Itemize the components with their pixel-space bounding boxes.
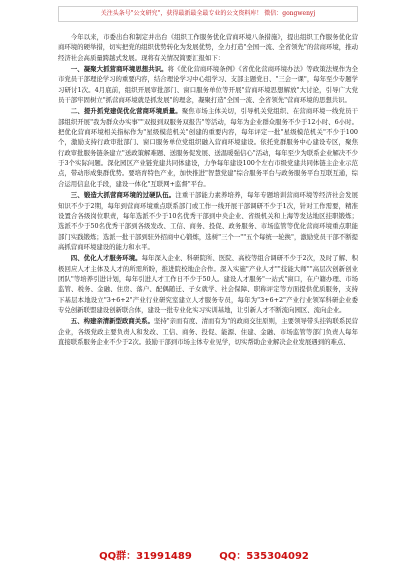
document-page bbox=[0, 6, 408, 586]
section-body-1: 将《优化营商环境条例》《省优化营商环境办法》等政策法规作为全市党员干部理论学习的重要内容，结合理论学习中心组学习、支部主题党日、"三会一课"，每年至少专题学习研讨1次。4月底前，组织开展审批部门、窗口服务单位等开展"营商环境思想解放"大讨论，引导广大党员干部牢固树立"抓营商环境就是抓发展"的理念，凝聚打造"全国一流、全省领先"营商环境的思想共识。 bbox=[58, 65, 358, 105]
section-paragraph-3 bbox=[58, 190, 358, 252]
intro-paragraph: 今年以来，市委出台和制定并出台《组织工作服务优化营商环境八条措施》，提出组织工作服务优化营商环境的硬举措，切实把党的组织优势转化为发展优势，全力打造"全国一流、全省领先"的营商环境，推动经济社会高质量跨越式发展。现将有关情况简要汇报如下： bbox=[58, 33, 358, 62]
section-paragraph-5 bbox=[58, 316, 358, 347]
section-body-2: 聚焦市场主体关切，引导机关党组织、在营商环境一线党员干部组织开展"我为群众办实事""双报到双服务双报告"等活动，每年为企业群众服务不少于12小时、6小时。把优化营商环境相关指标作为"星级模范机关"创建的重要内容，每年评定一批"星级模范机关"不少于100个，激励支持行政审批部门、窗口服务单位党组织融入营商环境建设。依托党群服务中心建设专区，聚焦行政审批服务链条建立"送政策解难题、送服务促发展、送温暖强信心"活动，每年至少为联系企业解决不少于3个实际问题。深化园区产业链党建共同体建设，力争每年建设100个左右市级党建共同体链主企业示范点，带动形成集群优势。要培育特色产业，加快推进"智慧党建"综合服务平台与政务服务平台互联互通，综合运用信息化手段，建设一体化"互联网+监督"平台。 bbox=[58, 107, 359, 188]
section-paragraph-2 bbox=[58, 106, 358, 189]
section-body-3: 注重干部能力素养培养，每年专题培训营商环境等经济社会发展知识不少于2期，每年到营商环境重点联系部门或工作一线开展干部调研不少于1次，针对工作需要，精准设置合各级岗位职责，每年选派不少于10名优秀干部到中央企业、省级机关和上海等发达地区挂职锻炼；选派不少于50名优秀干部到各级发改、工信、商务、投促、政务服务、市场监管等优化营商环境重点职能部门实践锻炼；选派一批干部到驻外招商中心锻炼，选树"三个一""五个每统一轮换"，激励党员干部不断提高抓营商环境建设的能力和水平。 bbox=[58, 191, 359, 251]
section-paragraph-4 bbox=[58, 253, 358, 315]
section-title-3: 三、锻造大抓营商环境的过硬队伍。 bbox=[70, 191, 176, 200]
section-body-4: 每年深入企业、科研院所、医院、高校等组合调研不少于2次，及时了解、积极回应人才主体及人才的所需所盼，推进院校地企合作。深入实施"产业人才""技能大师""高层次创新创业团队"等培养引进计划，每年引进人才工作日不少于50人。建设人才服务"一站式"窗口，在户籍办理、市场监管、税务、金融、住房、落户、配偶随迁、子女就学、社会保障、职称评定等方面提供优质服务，支持下基层本地设立"3+6+2"产业行业研究室建立人才服务专员，每年为"3+6+2"产业行业领军科研企业委专兑创新联盟建设创新联合体，建设一批专业化实习实训基地，让引新人才不断流向园区、流向企业。 bbox=[58, 254, 358, 314]
header-banner: 关注头条号"公文研究"，获得最新最全最专业的公文资料库！ 微信：gongwenyj bbox=[58, 6, 358, 22]
section-title-5: 五、构建亲清新型政商关系。 bbox=[70, 317, 154, 326]
footer-qq: QQ：535304092 bbox=[219, 551, 309, 562]
document-body bbox=[58, 32, 358, 347]
section-title-4: 四、优化人才服务环境。 bbox=[70, 254, 142, 263]
section-title-1: 一、凝聚大抓营商环境思想共识。 bbox=[70, 65, 168, 74]
section-paragraph-1 bbox=[58, 64, 358, 105]
section-title-2: 二、提升抓党建促优化营商环境质量。 bbox=[70, 107, 182, 116]
footer-qq-group: QQ群：31991489 bbox=[99, 551, 192, 562]
section-body-5: 坚持"亲而有度、清而有为"的政商交往原则，主要领导带头挂钩联系民营企业，各级党政主要负责人和发改、工信、商务、投促、能源、住建、金融、市场监管等部门负责人每年直接联系服务企业不少于2次。鼓励干部到市场主体专业见学，切实帮助企业解决企业发展遇到的难点、 bbox=[58, 317, 358, 346]
footer-contact bbox=[0, 547, 408, 562]
